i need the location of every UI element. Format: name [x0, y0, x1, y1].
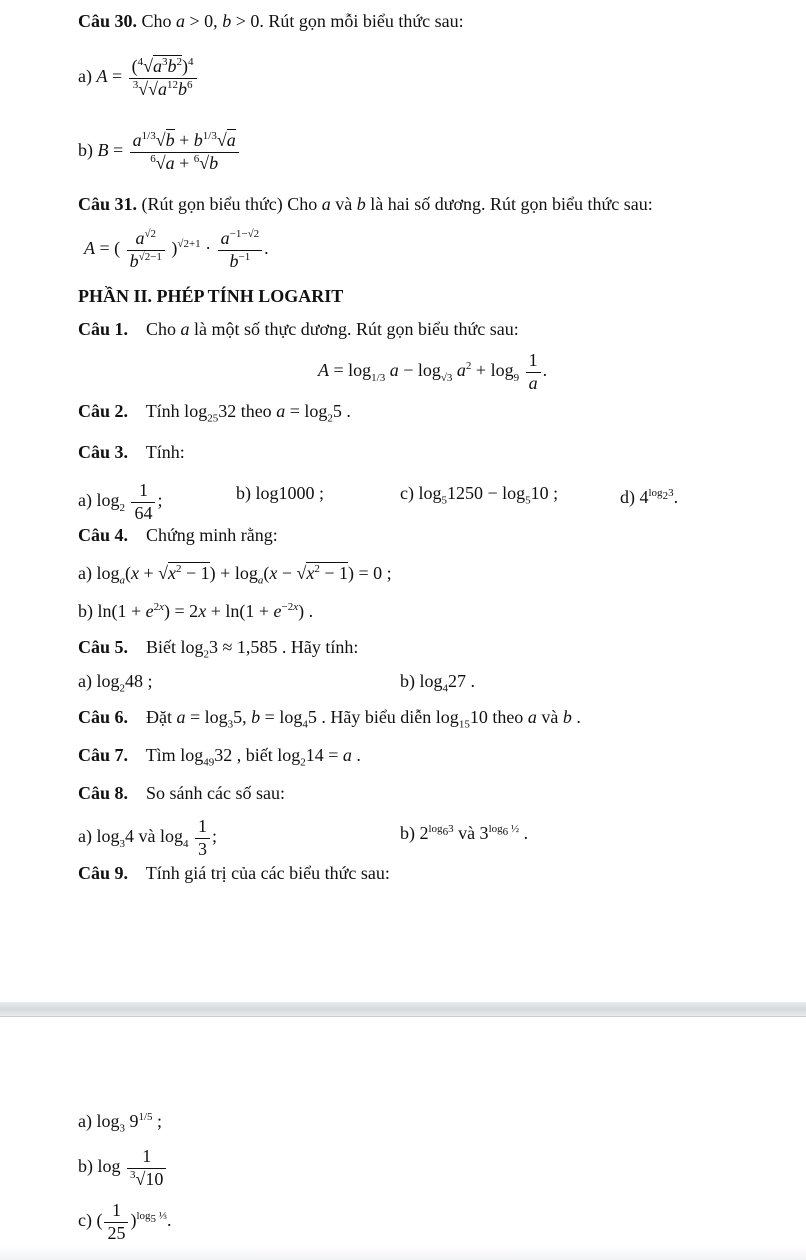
page-separator-line	[0, 1016, 806, 1017]
page-separator	[0, 1002, 806, 1016]
page-bottom-edge	[0, 1246, 806, 1260]
formula: B = $\frac{a^{1/3}√b + b^{1/3}√a}{^6√a + ^6√b}$	[98, 140, 241, 160]
question-label: Câu 5.	[78, 637, 129, 657]
q8-b: b) $2^{log_63}$ và $3^{log_6 \frac{1}{2}}$ .	[400, 823, 529, 843]
question-text: Tính $\log_{25}32$ theo $a = \log_25$ .	[132, 401, 351, 425]
question-30	[78, 10, 464, 32]
question-intro: Cho a > 0, b > 0. Rút gọn mỗi biểu thức sau:	[141, 11, 464, 31]
question-label: Câu 7.	[78, 745, 129, 765]
q3-a: a) $\log_2$ $\frac{1}{64}$ ;	[78, 480, 163, 523]
question-2	[78, 400, 351, 430]
question-text: Biết $\log_23 \approx 1,585$ . Hãy tính:	[132, 637, 359, 661]
question-label: Câu 30.	[78, 11, 138, 31]
question-text: Tìm $\log_{49}32$ , biết $\log_214 = a$ .	[132, 745, 361, 769]
question-text: Chứng minh rằng:	[146, 525, 278, 545]
question-4	[78, 524, 278, 546]
question-intro: (Rút gọn biểu thức) Cho a và b là hai số dương. Rút gọn biểu thức sau:	[141, 194, 653, 214]
q1-formula: $A = \log_{1/3} a - \log_{√3} a^2 + \log_9$ $\frac{1}{a}$ .	[318, 350, 548, 393]
q9-a: a) $\log_3 9^{1/5}$ ;	[78, 1111, 163, 1135]
question-intro: Cho a là một số thực dương. Rút gọn biểu thức sau:	[132, 319, 519, 339]
question-8	[78, 782, 285, 804]
question-label: Câu 31.	[78, 194, 138, 214]
question-label: Câu 1.	[78, 319, 129, 339]
question-label: Câu 3.	[78, 442, 129, 462]
q9-c: c) ( $\frac{1}{25}$ )$^{log_5 \frac{1}{3}}$.	[78, 1200, 172, 1243]
q5-a: a) $\log_248$ ;	[78, 671, 153, 695]
q4-b: b) $\ln(1 + e^{2x}) = 2x + \ln(1 + e^{-2x})$ .	[78, 601, 314, 621]
question-3	[78, 441, 185, 463]
question-label: Câu 6.	[78, 707, 129, 727]
question-9	[78, 862, 390, 884]
formula: A = $\frac{(^4√a^3b^2)^4}{^3√√a^{12}b^6}$	[96, 66, 198, 86]
q31-formula: A = ( $\frac{a^{√2}}{b^{√2-1}}$ )$^{√2+1}$ · $\frac{a^{-1-√2}}{b^{-1}}$ .	[84, 228, 269, 271]
question-1	[78, 318, 519, 340]
question-text	[133, 442, 146, 462]
section-heading: PHẦN II. PHÉP TÍNH LOGARIT	[78, 286, 344, 306]
question-6	[78, 706, 581, 736]
q9-b: b) log $\frac{1}{^3√10}$	[78, 1146, 168, 1190]
question-31	[78, 193, 653, 215]
part-label: a)	[78, 66, 92, 87]
question-text: Tính giá trị của các biểu thức sau:	[145, 863, 390, 883]
q3-b: b) log1000 ;	[236, 483, 324, 503]
question-text: Đặt $a = \log_35$, $b = \log_45$ . Hãy biểu diễn $\log_{15}10$ theo a và b .	[132, 707, 581, 731]
question-label: Câu 8.	[78, 783, 129, 803]
q3-d: d) $4^{log_23}$.	[620, 487, 679, 507]
q30-part-b	[78, 130, 241, 174]
q4-a: a) $\log_a(x + √x^2 - 1) + \log_a(x - √x^2 - 1) = 0$ ;	[78, 563, 392, 587]
question-label: Câu 4.	[78, 525, 129, 545]
question-label: Câu 9.	[78, 863, 129, 883]
question-7	[78, 744, 361, 774]
question-text: So sánh các số sau:	[146, 783, 285, 803]
q8-a: a) $\log_34$ và $\log_4$ $\frac{1}{3}$ ;	[78, 816, 217, 859]
question-text: Tính:	[145, 442, 185, 462]
q5-b: b) $\log_427$ .	[400, 671, 475, 695]
question-label: Câu 2.	[78, 401, 129, 421]
q3-c: c) $\log_51250 - \log_510$ ;	[400, 483, 559, 507]
part-label: b)	[78, 140, 93, 161]
q30-part-a	[78, 56, 199, 100]
question-5	[78, 636, 358, 666]
